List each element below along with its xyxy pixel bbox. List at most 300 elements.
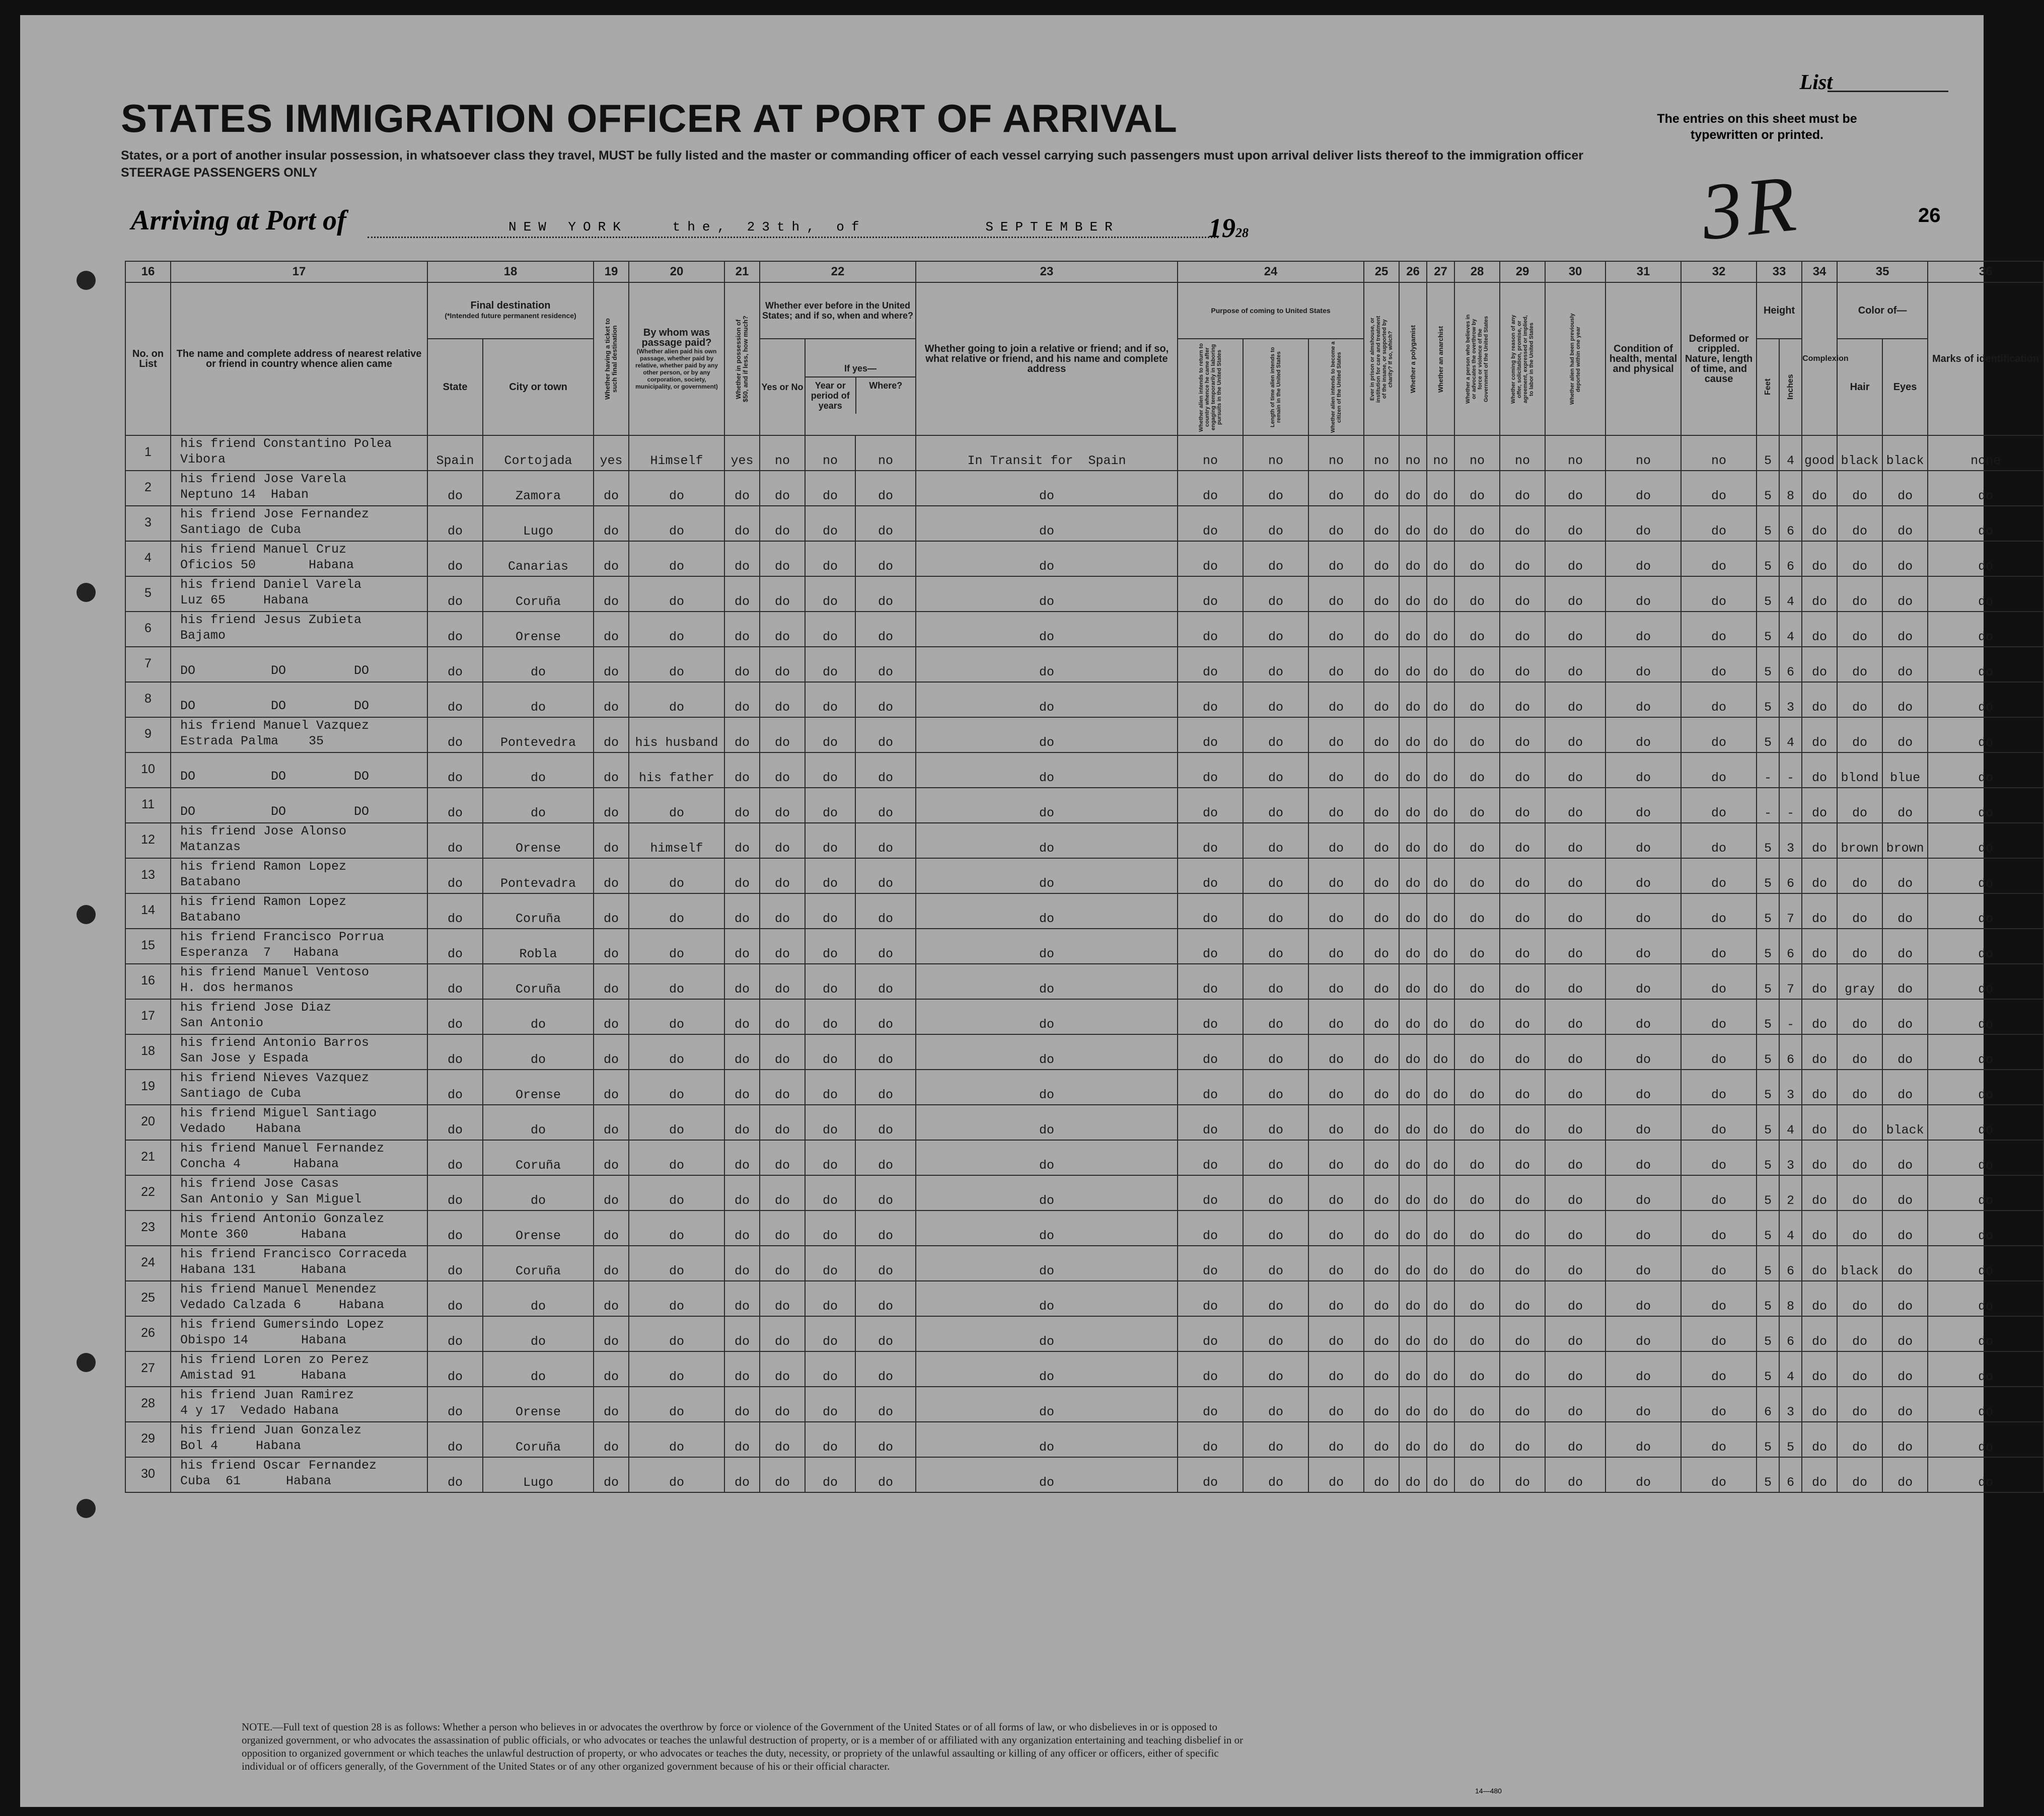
cell-join: do <box>916 1422 1178 1457</box>
cell-p3: do <box>1308 1457 1364 1492</box>
cell-poly: do <box>1399 1175 1427 1210</box>
cell-q30: do <box>1545 1351 1605 1387</box>
cell-complexion: do <box>1802 647 1837 682</box>
cell-deformed: do <box>1681 1281 1757 1316</box>
cell-complexion: do <box>1802 929 1837 964</box>
cell-deformed: do <box>1681 1316 1757 1351</box>
table-row <box>125 964 2043 999</box>
cell-eyes: do <box>1882 1175 1928 1210</box>
relative-name: his friend Jose Varela <box>180 472 347 486</box>
passenger-rows <box>125 435 2043 1492</box>
cell-in: 3 <box>1779 1070 1802 1105</box>
cell-p2: do <box>1243 471 1308 506</box>
cell-hair: brown <box>1837 823 1882 858</box>
cell-eyes: do <box>1882 1140 1928 1175</box>
cell-prison: do <box>1364 1422 1399 1457</box>
cell-city: do <box>483 752 594 788</box>
cell-yrs: do <box>805 1351 855 1387</box>
cell-p3: do <box>1308 858 1364 893</box>
relative-name: his friend Manuel Vazquez <box>180 718 370 733</box>
cell-p1: do <box>1178 1070 1243 1105</box>
final-destination-label: Final destination <box>470 300 551 311</box>
cell-ticket: do <box>594 1210 629 1246</box>
manifest-sheet <box>20 15 2039 1807</box>
cell-p2: do <box>1243 929 1308 964</box>
cell-deformed: do <box>1681 1070 1757 1105</box>
relative-name: his friend Jose Alonso <box>180 824 347 839</box>
cell-join: do <box>916 893 1178 929</box>
cell-hair: do <box>1837 858 1882 893</box>
cell-q28: do <box>1454 541 1500 576</box>
cell-where: do <box>855 612 916 647</box>
cell-p3: no <box>1308 435 1364 471</box>
cell-join: do <box>916 858 1178 893</box>
header-purpose: Purpose of coming to United States <box>1178 282 1364 339</box>
cell-p2: do <box>1243 1070 1308 1105</box>
cell-no: 17 <box>125 999 171 1034</box>
table-row <box>125 1457 2043 1492</box>
cell-relative <box>171 471 427 506</box>
relative-name: his friend Francisco Porrua <box>180 930 385 944</box>
relative-name: his friend Ramon Lopez <box>180 859 347 874</box>
intro-line-1: States, or a port of another insular possession, in whatsoever class they travel, MUST be fully listed and the master or commanding officer of each vessel carrying such passengers must upon arrival deliver lists thereof to the immigration officer <box>121 148 1583 163</box>
cell-p2: do <box>1243 541 1308 576</box>
col-number: 26 <box>1399 261 1427 282</box>
cell-p3: do <box>1308 788 1364 823</box>
polygamist-label: Whether a polygamist <box>1409 325 1417 393</box>
relative-address: Amistad 91 Habana <box>180 1368 347 1383</box>
col-number: 25 <box>1364 261 1399 282</box>
cell-yrs: do <box>805 1070 855 1105</box>
cell-health: do <box>1605 752 1681 788</box>
cell-ft: 5 <box>1757 1246 1779 1281</box>
cell-health: do <box>1605 1105 1681 1140</box>
cell-p3: do <box>1308 1140 1364 1175</box>
cell-join: do <box>916 471 1178 506</box>
cell-yrs: do <box>805 929 855 964</box>
cell-marks: do <box>1928 929 2043 964</box>
cell-q29: do <box>1500 1070 1545 1105</box>
page-title: STATES IMMIGRATION OFFICER AT PORT OF ARRIVAL <box>121 96 1178 140</box>
col-number: 29 <box>1500 261 1545 282</box>
cell-yn: do <box>760 576 805 612</box>
cell-ft: 5 <box>1757 1281 1779 1316</box>
cell-state: do <box>427 1387 483 1422</box>
cell-city: do <box>483 1316 594 1351</box>
cell-where: do <box>855 1351 916 1387</box>
cell-q30: do <box>1545 893 1605 929</box>
cell-q30: do <box>1545 999 1605 1034</box>
cell-health: do <box>1605 964 1681 999</box>
table-row <box>125 1210 2043 1246</box>
cell-q30: do <box>1545 858 1605 893</box>
inches-label: Inches <box>1786 374 1795 400</box>
cell-poly: do <box>1399 1034 1427 1070</box>
relative-name: his friend Juan Gonzalez <box>180 1423 362 1437</box>
cell-deformed: do <box>1681 788 1757 823</box>
cell-poly: no <box>1399 435 1427 471</box>
cell-ticket: do <box>594 823 629 858</box>
cell-yrs: do <box>805 893 855 929</box>
cell-ft: 5 <box>1757 717 1779 752</box>
relative-address: 4 y 17 Vedado Habana <box>180 1403 339 1418</box>
table-row <box>125 929 2043 964</box>
col-number: 30 <box>1545 261 1605 282</box>
cell-hair: do <box>1837 1281 1882 1316</box>
cell-p1: do <box>1178 1281 1243 1316</box>
relative-name <box>180 683 427 698</box>
cell-complexion: do <box>1802 471 1837 506</box>
year-suffix: 28 <box>1235 225 1249 240</box>
header-yes-no: Yes or No <box>760 339 805 435</box>
cell-q30: do <box>1545 541 1605 576</box>
cell-hair: do <box>1837 788 1882 823</box>
cell-q30: do <box>1545 1316 1605 1351</box>
cell-p3: do <box>1308 1070 1364 1105</box>
intro-line-2: STEERAGE PASSENGERS ONLY <box>121 166 318 180</box>
cell-yrs: no <box>805 435 855 471</box>
cell-city: do <box>483 788 594 823</box>
table-row <box>125 999 2043 1034</box>
cell-health: do <box>1605 788 1681 823</box>
cell-complexion: do <box>1802 1387 1837 1422</box>
relative-name: his friend Miguel Santiago <box>180 1106 377 1120</box>
header-q30 <box>1545 282 1605 435</box>
relative-address: Bol 4 Habana <box>180 1439 302 1453</box>
cell-where: do <box>855 1422 916 1457</box>
cell-marks: do <box>1928 612 2043 647</box>
cell-p3: do <box>1308 682 1364 717</box>
cell-q28: do <box>1454 471 1500 506</box>
passage-paid-label: By whom was passage paid? <box>641 327 712 348</box>
header-before-in-us: Whether ever before in the United States; and if so, when and where? <box>760 282 916 339</box>
cell-deformed: do <box>1681 1246 1757 1281</box>
cell-money: do <box>724 964 760 999</box>
relative-address: Matanzas <box>180 840 241 854</box>
cell-q29: do <box>1500 506 1545 541</box>
relative-address: Estrada Palma 35 <box>180 734 324 748</box>
cell-poly: do <box>1399 1457 1427 1492</box>
cell-relative <box>171 1281 427 1316</box>
cell-join: do <box>916 1246 1178 1281</box>
cell-anar: do <box>1427 1457 1454 1492</box>
cell-p1: do <box>1178 1457 1243 1492</box>
table-row <box>125 576 2043 612</box>
cell-marks: do <box>1928 1210 2043 1246</box>
cell-p2: no <box>1243 435 1308 471</box>
cell-q28: do <box>1454 612 1500 647</box>
cell-yrs: do <box>805 1316 855 1351</box>
cell-in: - <box>1779 788 1802 823</box>
cell-p1: do <box>1178 999 1243 1034</box>
cell-yn: do <box>760 506 805 541</box>
cell-prison: do <box>1364 471 1399 506</box>
header-marks: Marks of identification <box>1928 282 2043 435</box>
cell-relative <box>171 964 427 999</box>
cell-state: Spain <box>427 435 483 471</box>
cell-where: do <box>855 717 916 752</box>
cell-health: do <box>1605 1316 1681 1351</box>
cell-prison: do <box>1364 541 1399 576</box>
header-anarchist <box>1427 282 1454 435</box>
cell-ticket: do <box>594 1422 629 1457</box>
cell-yn: do <box>760 893 805 929</box>
relative-name: his friend Francisco Corraceda <box>180 1247 407 1261</box>
cell-p2: do <box>1243 1246 1308 1281</box>
cell-anar: do <box>1427 506 1454 541</box>
cell-no: 22 <box>125 1175 171 1210</box>
relative-address: San Antonio <box>180 1016 264 1030</box>
cell-anar: do <box>1427 1105 1454 1140</box>
relative-address: Esperanza 7 Habana <box>180 945 339 960</box>
year-period-label: Year or period of years <box>806 377 856 414</box>
cell-city: Orense <box>483 612 594 647</box>
cell-complexion: do <box>1802 1210 1837 1246</box>
cell-eyes: do <box>1882 1351 1928 1387</box>
cell-poly: do <box>1399 506 1427 541</box>
cell-in: 4 <box>1779 435 1802 471</box>
cell-paid: do <box>629 612 724 647</box>
cell-q30: do <box>1545 717 1605 752</box>
cell-q29: do <box>1500 1105 1545 1140</box>
cell-deformed: do <box>1681 823 1757 858</box>
header-complexion: Complexion <box>1802 282 1837 435</box>
cell-poly: do <box>1399 1140 1427 1175</box>
cell-p1: do <box>1178 964 1243 999</box>
cell-anar: do <box>1427 858 1454 893</box>
cell-health: do <box>1605 858 1681 893</box>
cell-q30: do <box>1545 1246 1605 1281</box>
cell-deformed: do <box>1681 1422 1757 1457</box>
cell-in: 2 <box>1779 1175 1802 1210</box>
table-row <box>125 682 2043 717</box>
cell-p3: do <box>1308 1175 1364 1210</box>
header-state: State <box>427 339 483 435</box>
cell-yn: do <box>760 647 805 682</box>
money-label: Whether in possession of $50, and if less, how much? <box>735 316 750 402</box>
cell-in: 4 <box>1779 1351 1802 1387</box>
cell-hair: do <box>1837 1175 1882 1210</box>
cell-join: do <box>916 541 1178 576</box>
table-row <box>125 471 2043 506</box>
cell-money: do <box>724 823 760 858</box>
cell-hair: do <box>1837 612 1882 647</box>
cell-no: 24 <box>125 1246 171 1281</box>
cell-p1: do <box>1178 1387 1243 1422</box>
table-row <box>125 1316 2043 1351</box>
cell-p3: do <box>1308 823 1364 858</box>
cell-state: do <box>427 1210 483 1246</box>
cell-join: do <box>916 964 1178 999</box>
cell-eyes: do <box>1882 541 1928 576</box>
table-row <box>125 717 2043 752</box>
cell-city: do <box>483 1034 594 1070</box>
purpose-b-label: Length of time alien intends to remain in the United States <box>1270 347 1282 427</box>
cell-join: do <box>916 1351 1178 1387</box>
cell-eyes: do <box>1882 1246 1928 1281</box>
cell-complexion: do <box>1802 717 1837 752</box>
cell-hair: do <box>1837 1034 1882 1070</box>
cell-relative <box>171 1034 427 1070</box>
cell-deformed: do <box>1681 858 1757 893</box>
cell-paid: do <box>629 893 724 929</box>
cell-health: do <box>1605 1070 1681 1105</box>
cell-paid: do <box>629 1034 724 1070</box>
cell-relative <box>171 717 427 752</box>
cell-p1: do <box>1178 1034 1243 1070</box>
cell-health: do <box>1605 1457 1681 1492</box>
cell-relative <box>171 1175 427 1210</box>
relative-address: Santiago de Cuba <box>180 522 302 537</box>
col-number: 19 <box>594 261 629 282</box>
table-row <box>125 1246 2043 1281</box>
cell-anar: do <box>1427 788 1454 823</box>
cell-ft: 5 <box>1757 1351 1779 1387</box>
cell-anar: do <box>1427 1316 1454 1351</box>
cell-poly: do <box>1399 1246 1427 1281</box>
cell-eyes: do <box>1882 612 1928 647</box>
relative-address: DO DO DO <box>180 699 370 713</box>
cell-in: 5 <box>1779 1422 1802 1457</box>
table-row <box>125 506 2043 541</box>
table-row <box>125 435 2043 471</box>
cell-anar: do <box>1427 471 1454 506</box>
cell-in: 4 <box>1779 612 1802 647</box>
cell-yrs: do <box>805 576 855 612</box>
cell-q28: do <box>1454 1281 1500 1316</box>
cell-deformed: no <box>1681 435 1757 471</box>
cell-relative <box>171 858 427 893</box>
cell-join: do <box>916 929 1178 964</box>
cell-yrs: do <box>805 1140 855 1175</box>
cell-paid: do <box>629 471 724 506</box>
cell-in: 6 <box>1779 1457 1802 1492</box>
cell-city: do <box>483 647 594 682</box>
cell-no: 12 <box>125 823 171 858</box>
header-eyes: Eyes <box>1882 339 1928 435</box>
cell-ticket: do <box>594 1281 629 1316</box>
cell-in: 4 <box>1779 717 1802 752</box>
cell-poly: do <box>1399 823 1427 858</box>
col-number: 31 <box>1605 261 1681 282</box>
cell-complexion: do <box>1802 1316 1837 1351</box>
cell-prison: do <box>1364 929 1399 964</box>
cell-where: do <box>855 1210 916 1246</box>
cell-prison: do <box>1364 1105 1399 1140</box>
cell-q29: do <box>1500 788 1545 823</box>
table-row <box>125 1105 2043 1140</box>
cell-paid: do <box>629 964 724 999</box>
cell-ft: 5 <box>1757 435 1779 471</box>
cell-join: do <box>916 1175 1178 1210</box>
cell-marks: do <box>1928 541 2043 576</box>
ticket-label: Whether having a ticket to such final destination <box>604 318 619 400</box>
cell-p1: do <box>1178 1210 1243 1246</box>
col-number: 24 <box>1178 261 1364 282</box>
cell-yn: do <box>760 929 805 964</box>
cell-anar: do <box>1427 1034 1454 1070</box>
cell-yrs: do <box>805 788 855 823</box>
cell-hair: do <box>1837 717 1882 752</box>
header-purpose-b <box>1243 339 1308 435</box>
cell-yrs: do <box>805 541 855 576</box>
cell-q30: do <box>1545 506 1605 541</box>
cell-poly: do <box>1399 471 1427 506</box>
cell-p2: do <box>1243 1351 1308 1387</box>
col-number: 18 <box>427 261 594 282</box>
cell-state: do <box>427 1105 483 1140</box>
cell-join: do <box>916 1210 1178 1246</box>
cell-q29: do <box>1500 929 1545 964</box>
cell-city: Canarias <box>483 541 594 576</box>
cell-q30: do <box>1545 1140 1605 1175</box>
cell-q29: no <box>1500 435 1545 471</box>
cell-join: In Transit for Spain <box>916 435 1178 471</box>
cell-q29: do <box>1500 1457 1545 1492</box>
q30-label: Whether alien had been previously deported within one year <box>1569 313 1582 405</box>
relative-name: his friend Manuel Ventoso <box>180 965 370 979</box>
cell-prison: do <box>1364 1387 1399 1422</box>
cell-where: do <box>855 964 916 999</box>
cell-complexion: do <box>1802 1034 1837 1070</box>
cell-p2: do <box>1243 576 1308 612</box>
cell-in: 7 <box>1779 893 1802 929</box>
cell-state: do <box>427 1070 483 1105</box>
cell-prison: do <box>1364 893 1399 929</box>
cell-anar: do <box>1427 717 1454 752</box>
arriving-label: Arriving at Port of <box>131 205 346 236</box>
cell-poly: do <box>1399 1105 1427 1140</box>
cell-no: 13 <box>125 858 171 893</box>
cell-p1: do <box>1178 893 1243 929</box>
cell-p3: do <box>1308 506 1364 541</box>
cell-q29: do <box>1500 823 1545 858</box>
cell-money: do <box>724 1246 760 1281</box>
cell-eyes: brown <box>1882 823 1928 858</box>
cell-join: do <box>916 752 1178 788</box>
relative-address: Luz 65 Habana <box>180 593 309 608</box>
cell-p2: do <box>1243 1034 1308 1070</box>
cell-p3: do <box>1308 647 1364 682</box>
cell-health: do <box>1605 999 1681 1034</box>
cell-join: do <box>916 576 1178 612</box>
cell-no: 11 <box>125 788 171 823</box>
cell-q28: do <box>1454 717 1500 752</box>
cell-in: 3 <box>1779 682 1802 717</box>
cell-city: do <box>483 682 594 717</box>
cell-yn: do <box>760 471 805 506</box>
cell-where: do <box>855 1070 916 1105</box>
relative-name <box>180 647 427 663</box>
cell-ticket: do <box>594 1140 629 1175</box>
cell-yrs: do <box>805 1034 855 1070</box>
cell-no: 16 <box>125 964 171 999</box>
cell-q30: do <box>1545 1281 1605 1316</box>
cell-yrs: do <box>805 1281 855 1316</box>
cell-money: do <box>724 893 760 929</box>
cell-marks: do <box>1928 1105 2043 1140</box>
cell-money: do <box>724 506 760 541</box>
cell-marks: do <box>1928 1316 2043 1351</box>
cell-p1: do <box>1178 788 1243 823</box>
cell-complexion: do <box>1802 964 1837 999</box>
header-feet <box>1757 339 1779 435</box>
cell-eyes: do <box>1882 788 1928 823</box>
cell-eyes: do <box>1882 1281 1928 1316</box>
cell-complexion: do <box>1802 1351 1837 1387</box>
cell-health: do <box>1605 1387 1681 1422</box>
cell-ft: 5 <box>1757 964 1779 999</box>
